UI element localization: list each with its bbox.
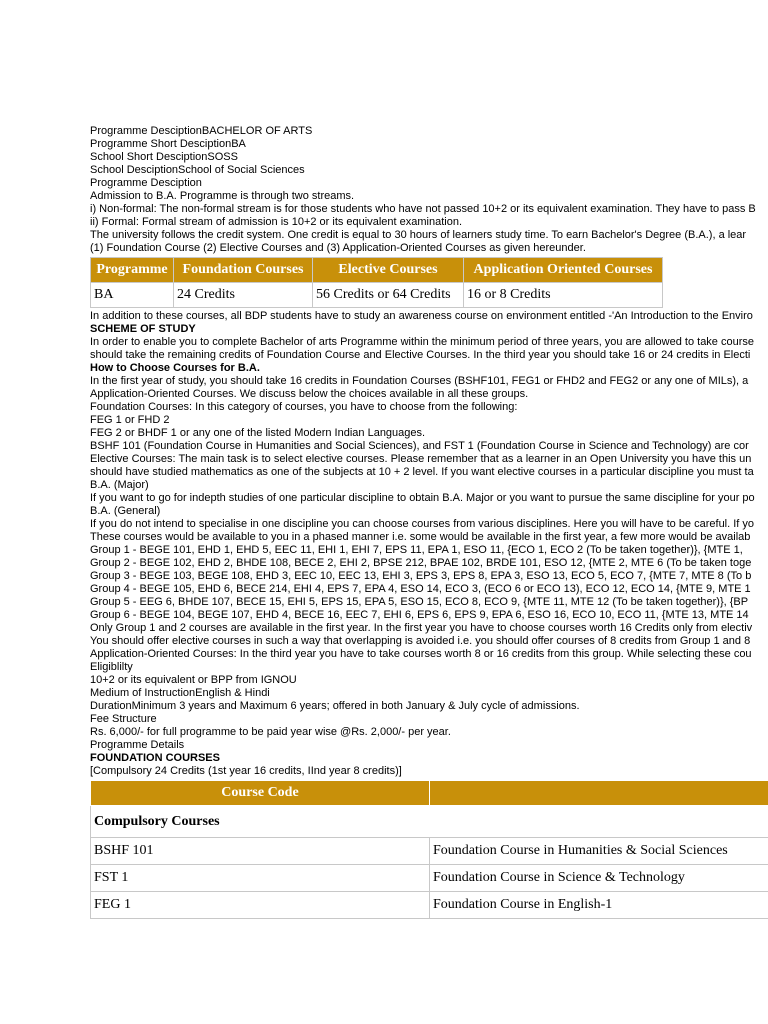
school-description-line: School DesciptionSchool of Social Sciences xyxy=(90,164,305,176)
text-line: should have studied mathematics as one of the subjects at 10 + 2 level. If you want elective courses in a particular discipline you must ta xyxy=(90,466,754,478)
text-line: Eligiblilty xyxy=(90,661,133,673)
text-line: In order to enable you to complete Bachelor of arts Programme within the minimum period of three years, you are allowed to take course xyxy=(90,336,755,348)
credits-header-row xyxy=(91,258,663,283)
course-title: Foundation Course in Humanities & Social Sciences xyxy=(430,838,768,865)
courses-group-row xyxy=(91,806,768,838)
credits-cell-application: 16 or 8 Credits xyxy=(464,283,663,308)
courses-header-code: Course Code xyxy=(91,781,430,806)
text-line: should take the remaining credits of Foundation Course and Elective Courses. In the third year you should take 16 or 24 credits in Electi xyxy=(90,349,751,361)
course-code: FST 1 xyxy=(91,865,430,892)
text-line: In addition to these courses, all BDP students have to study an awareness course on environment entitled -'An Introduction to the Enviro xyxy=(90,310,753,322)
course-title: Foundation Course in Science & Technology xyxy=(430,865,768,892)
text-line: DurationMinimum 3 years and Maximum 6 years; offered in both January & July cycle of admissions. xyxy=(90,700,580,712)
document-body xyxy=(90,125,768,919)
course-code: BSHF 101 xyxy=(91,838,430,865)
programme-description-line: Programme DesciptionBACHELOR OF ARTS xyxy=(90,125,313,137)
table-row xyxy=(91,865,768,892)
text-line: [Compulsory 24 Credits (1st year 16 credits, IInd year 8 credits)] xyxy=(90,765,402,777)
admission-line: Admission to B.A. Programme is through two streams. xyxy=(90,190,355,202)
text-line: Application-Oriented Courses. We discuss below the choices available in all these groups. xyxy=(90,388,529,400)
text-line: Medium of InstructionEnglish & Hindi xyxy=(90,687,270,699)
non-formal-line: i) Non-formal: The non-formal stream is for those students who have not passed 10+2 or its equivalent examination. They have to pass B xyxy=(90,203,756,215)
credits-header-elective: Elective Courses xyxy=(313,258,464,283)
text-line: If you do not intend to specialise in one discipline you can choose courses from various disciplines. Here you will have to be careful. If yo xyxy=(90,518,755,530)
text-line: Only Group 1 and 2 courses are available in the first year. In the first year you have to choose courses worth 16 Credits only from electiv xyxy=(90,622,753,634)
section-heading: FOUNDATION COURSES xyxy=(90,752,220,764)
programme-description-heading: Programme Desciption xyxy=(90,177,202,189)
school-short-description-line: School Short DesciptionSOSS xyxy=(90,151,238,163)
course-title: Foundation Course in English-1 xyxy=(430,892,768,919)
course-types-line: (1) Foundation Course (2) Elective Courses and (3) Application-Oriented Courses as given hereunder. xyxy=(90,242,586,254)
courses-group-label: Compulsory Courses xyxy=(91,806,768,838)
text-line: BSHF 101 (Foundation Course in Humanities and Social Sciences), and FST 1 (Foundation Course in Science and Technology) are cor xyxy=(90,440,749,452)
courses-header-row xyxy=(91,781,768,806)
credits-table xyxy=(90,257,663,308)
courses-header-title xyxy=(430,781,768,806)
text-line: You should offer elective courses in such a way that overlapping is avoided i.e. you should offer courses of 8 credits from Group 1 and 8 xyxy=(90,635,751,647)
credits-cell-foundation: 24 Credits xyxy=(174,283,313,308)
text-line: Programme Details xyxy=(90,739,185,751)
text-line: Fee Structure xyxy=(90,713,157,725)
intro-section xyxy=(90,125,768,255)
credits-cell-programme: BA xyxy=(91,283,174,308)
foundation-courses-table xyxy=(90,780,768,919)
text-line: FEG 2 or BHDF 1 or any one of the listed Modern Indian Languages. xyxy=(90,427,426,439)
text-line: Group 1 - BEGE 101, EHD 1, EHD 5, EEC 11, EHI 1, EHI 7, EPS 11, EPA 1, ESO 11, {ECO 1, ECO 2 (To be taken together)}, {MTE 1, xyxy=(90,544,743,556)
course-code: FEG 1 xyxy=(91,892,430,919)
text-line: Group 5 - EEG 6, BHDE 107, BECE 15, EHI 5, EPS 15, EPA 5, ESO 15, ECO 8, ECO 9, {MTE 11, MTE 12 (To be taken together)}, {BP xyxy=(90,596,749,608)
credits-header-programme: Programme xyxy=(91,258,174,283)
text-line: If you want to go for indepth studies of one particular discipline to obtain B.A. Major or you want to pursue the same discipline for your po xyxy=(90,492,755,504)
programme-short-description-line: Programme Short DesciptionBA xyxy=(90,138,246,150)
text-line: Group 4 - BEGE 105, EHD 6, BECE 214, EHI 4, EPS 7, EPA 4, ESO 14, ECO 3, (ECO 6 or ECO 13), ECO 12, ECO 14, {MTE 9, MTE 1 xyxy=(90,583,751,595)
credits-data-row xyxy=(91,283,663,308)
text-line: Group 6 - BEGE 104, BEGE 107, EHD 4, BECE 16, EEC 7, EHI 6, EPS 6, EPS 9, EPA 6, ESO 16, ECO 10, ECO 11, {MTE 13, MTE 14 xyxy=(90,609,749,621)
credit-system-line: The university follows the credit system. One credit is equal to 30 hours of learners study time. To earn Bachelor's Degree (B.A.), a lear xyxy=(90,229,747,241)
text-line: Group 2 - BEGE 102, EHD 2, BHDE 108, BECE 2, EHI 2, BPSE 212, BPAE 102, BRDE 101, ESO 12, {MTE 2, MTE 6 (To be taken toge xyxy=(90,557,752,569)
text-line: B.A. (General) xyxy=(90,505,161,517)
credits-header-foundation: Foundation Courses xyxy=(174,258,313,283)
text-line: FEG 1 or FHD 2 xyxy=(90,414,170,426)
credits-header-application: Application Oriented Courses xyxy=(464,258,663,283)
section-heading: SCHEME OF STUDY xyxy=(90,323,196,335)
formal-line: ii) Formal: Formal stream of admission is 10+2 or its equivalent examination. xyxy=(90,216,463,228)
table-row xyxy=(91,892,768,919)
text-line: Group 3 - BEGE 103, BEGE 108, EHD 3, EEC 10, EEC 13, EHI 3, EPS 3, EPS 8, EPA 3, ESO 13, ECO 5, ECO 7, {MTE 7, MTE 8 (To b xyxy=(90,570,752,582)
text-line: 10+2 or its equivalent or BPP from IGNOU xyxy=(90,674,297,686)
text-line: Foundation Courses: In this category of courses, you have to choose from the following: xyxy=(90,401,518,413)
text-line: Elective Courses: The main task is to select elective courses. Please remember that as a learner in an Open University you have this un xyxy=(90,453,752,465)
table-row xyxy=(91,838,768,865)
text-line: Application-Oriented Courses: In the third year you have to take courses worth 8 or 16 credits from this group. While selecting these cou xyxy=(90,648,752,660)
text-line: Rs. 6,000/- for full programme to be paid year wise @Rs. 2,000/- per year. xyxy=(90,726,451,738)
text-line: B.A. (Major) xyxy=(90,479,149,491)
body-text xyxy=(90,310,768,778)
credits-cell-elective: 56 Credits or 64 Credits xyxy=(313,283,464,308)
text-line: These courses would be available to you in a phased manner i.e. some would be available in the first year, a few more would be availab xyxy=(90,531,751,543)
section-heading: How to Choose Courses for B.A. xyxy=(90,362,260,374)
text-line: In the first year of study, you should take 16 credits in Foundation Courses (BSHF101, FEG1 or FHD2 and FEG2 or any one of MILs), a xyxy=(90,375,749,387)
